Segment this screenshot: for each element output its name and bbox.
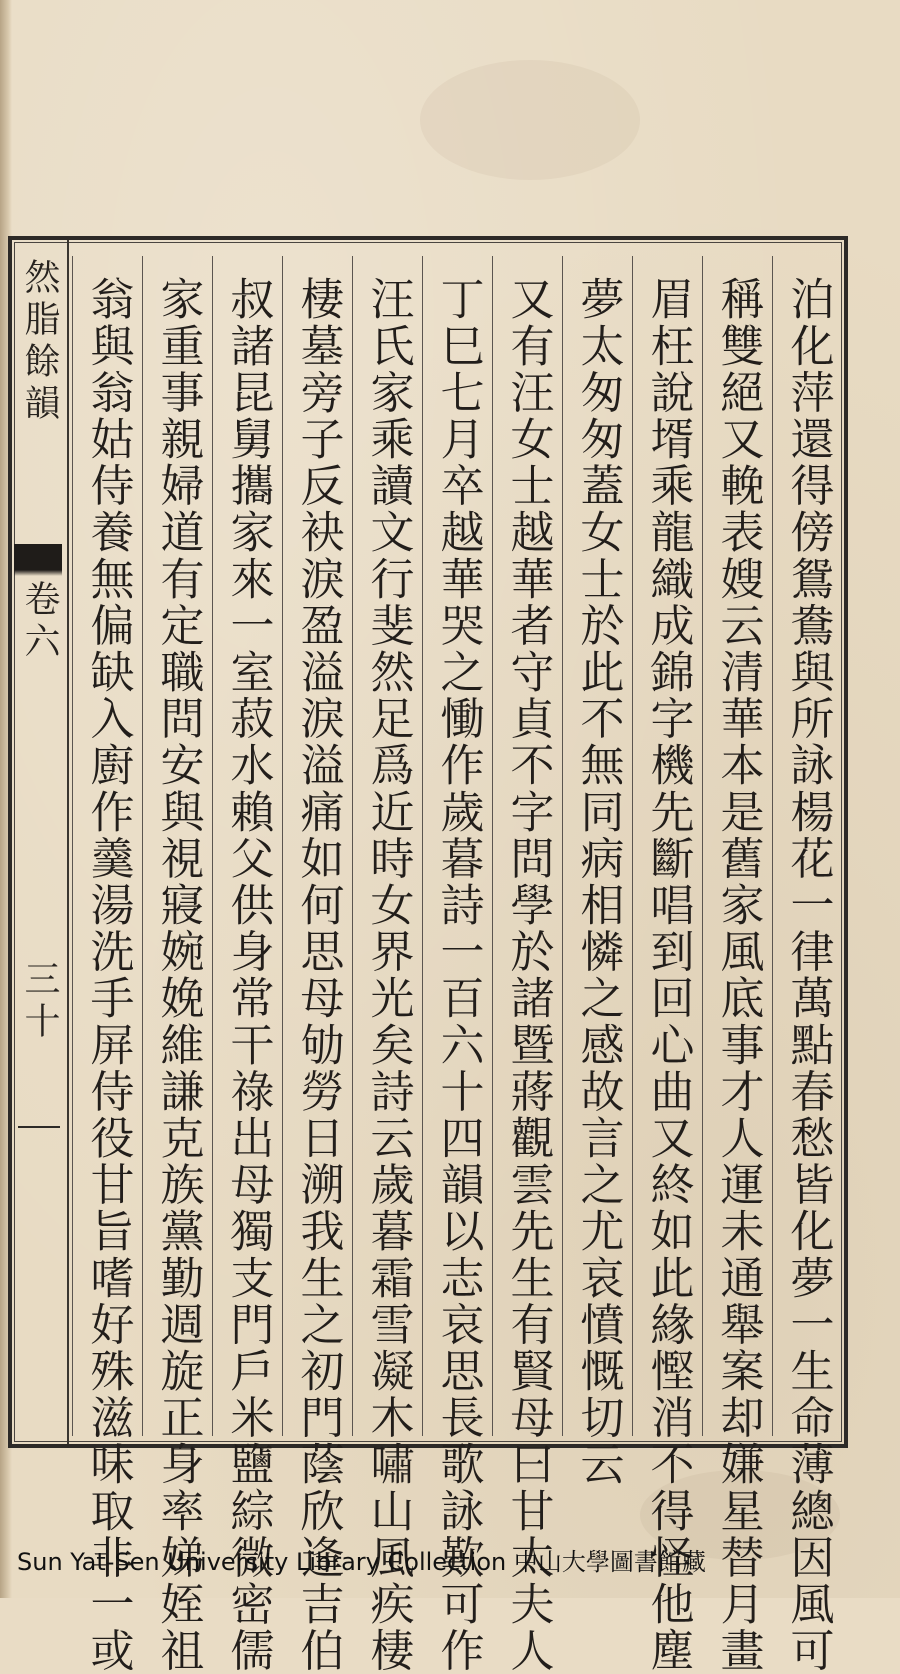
- column-text: 夢太匆匆蓋女士於此不無同病相憐之感故言之尤哀憤慨切云: [572, 276, 624, 1488]
- volume-label: 卷六: [19, 580, 60, 664]
- column-text: 又有汪女士越華者守貞不字問學於諸暨蔣觀雲先生有賢母曰甘太夫人: [502, 276, 554, 1674]
- column-text: 家重事親婦道有定職問安與視寢婉娩維謙克族黨勤週旋正身率娣姪祖: [152, 276, 204, 1674]
- text-column-10: [142, 256, 212, 1674]
- column-text: 翁與翁姑侍養無偏缺入廚作羹湯洗手屏侍役甘旨嗜好殊滋味取非一或: [82, 276, 134, 1674]
- text-column-9: [212, 256, 282, 1674]
- column-text: 棲墓旁子反袂淚盈溢淚溢痛如何思母劬勞日溯我生之初門蔭欣逢吉伯: [292, 276, 344, 1674]
- text-column-2: [702, 256, 772, 1674]
- column-text: 丁巳七月卒越華哭之慟作歲暮詩一百六十四韻以志哀思長歌詠歎可作: [432, 276, 484, 1674]
- text-column-3: [632, 256, 702, 1674]
- paper-stain: [420, 60, 640, 180]
- margin-rule: [18, 1126, 60, 1128]
- collection-watermark: Sun Yat-Sen University Library Collection 中山大學圖書館藏: [17, 1548, 706, 1576]
- text-column-4: [562, 256, 632, 1488]
- fishtail-mark: [14, 544, 62, 570]
- text-column-8: [282, 256, 352, 1674]
- column-text: 叔諸昆舅攜家來一室菽水賴父供身常干祿出母獨支門戶米鹽綜微密儒: [222, 276, 274, 1674]
- text-column-5: [492, 256, 562, 1674]
- column-text: 汪氏家乘讀文行斐然足爲近時女界光矣詩云歲暮霜雪凝木嘯山風疾棲: [362, 276, 414, 1674]
- margin-column: [12, 240, 69, 1444]
- text-column-6: [422, 256, 492, 1674]
- page-number: 三十: [19, 960, 60, 1044]
- text-column-7: [352, 256, 422, 1674]
- column-text: 稱雙絕又輓表嫂云清華本是舊家風底事才人運未通舉案却嫌星替月畫: [712, 276, 764, 1674]
- text-column-11: [72, 256, 142, 1674]
- text-column-1: [772, 256, 842, 1674]
- column-text: 泊化萍還得傍鴛鴦與所詠楊花一律萬點春愁皆化夢一生命薄總因風可: [782, 276, 834, 1674]
- margin-title: 然脂餘韻: [19, 258, 60, 426]
- column-text: 眉枉說壻乘龍織成錦字機先斷唱到回心曲又終如此緣慳消不得怪他塵: [642, 276, 694, 1674]
